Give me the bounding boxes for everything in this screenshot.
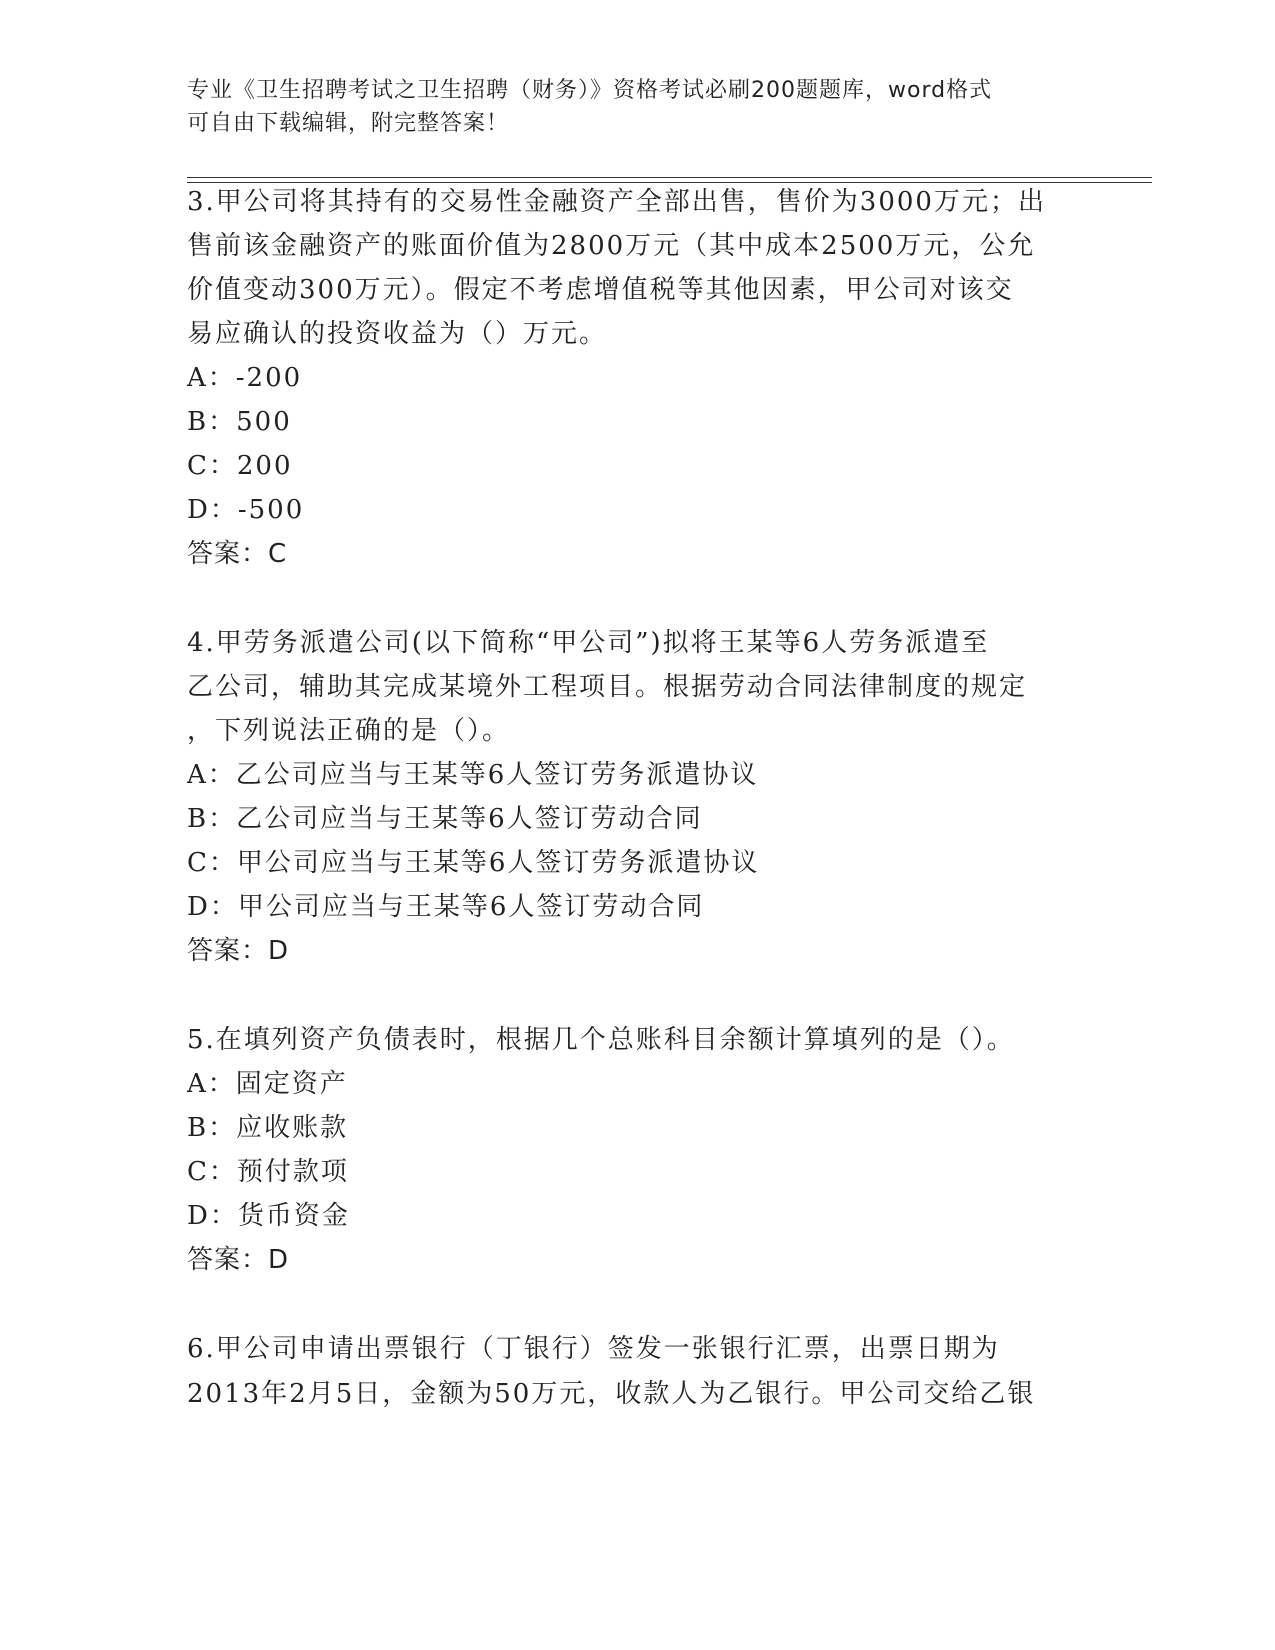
question-4-option-b: B：乙公司应当与王某等6人签订劳动合同 — [187, 804, 703, 834]
question-5-option-d: D：货币资金 — [187, 1201, 350, 1231]
question-6-text-line-2: 2013年2月5日，金额为50万元，收款人为乙银行。甲公司交给乙银 — [187, 1379, 1036, 1409]
question-3-text-line-1: 3.甲公司将其持有的交易性金融资产全部出售，售价为3000万元；出 — [187, 187, 1046, 217]
question-5-answer: 答案：D — [187, 1245, 290, 1275]
header-divider-top — [187, 177, 1152, 178]
question-4-answer: 答案：D — [187, 936, 290, 966]
question-4-text-line-1: 4.甲劳务派遣公司(以下简称“甲公司”)拟将王某等6人劳务派遣至 — [187, 628, 990, 658]
question-4-text-line-3: ，下列说法正确的是（）。 — [187, 716, 511, 746]
header-title-line-2: 可自由下载编辑，附完整答案！ — [187, 111, 510, 136]
question-4-option-c: C：甲公司应当与王某等6人签订劳务派遣协议 — [187, 848, 760, 878]
question-3-text-line-4: 易应确认的投资收益为（）万元。 — [187, 319, 608, 349]
question-3-option-a: A：-200 — [187, 363, 303, 393]
question-3-option-b: B：500 — [187, 407, 292, 437]
header-title-line-1: 专业《卫生招聘考试之卫生招聘（财务）》资格考试必刷200题题库，word格式 — [187, 78, 993, 103]
question-4-text-line-2: 乙公司，辅助其完成某境外工程项目。根据劳动合同法律制度的规定 — [187, 672, 1028, 702]
question-4-option-a: A：乙公司应当与王某等6人签订劳务派遣协议 — [187, 760, 759, 790]
question-3-text-line-3: 价值变动300万元）。假定不考虑增值税等其他因素，甲公司对该交 — [187, 275, 1014, 305]
question-5-option-b: B：应收账款 — [187, 1113, 349, 1143]
document-header — [187, 74, 1067, 140]
question-6-text-line-1: 6.甲公司申请出票银行（丁银行）签发一张银行汇票，出票日期为 — [187, 1334, 1000, 1364]
question-3-answer: 答案：C — [187, 539, 288, 569]
question-3-option-c: C：200 — [187, 451, 293, 481]
question-5-text-line-1: 5.在填列资产负债表时，根据几个总账科目余额计算填列的是（）。 — [187, 1025, 1015, 1055]
question-4-option-d: D：甲公司应当与王某等6人签订劳动合同 — [187, 892, 705, 922]
question-3-option-d: D：-500 — [187, 495, 305, 525]
question-5-option-c: C：预付款项 — [187, 1157, 349, 1187]
question-5-option-a: A：固定资产 — [187, 1069, 348, 1099]
question-3-text-line-2: 售前该金融资产的账面价值为2800万元（其中成本2500万元，公允 — [187, 231, 1036, 261]
header-divider-bottom — [187, 182, 1152, 183]
